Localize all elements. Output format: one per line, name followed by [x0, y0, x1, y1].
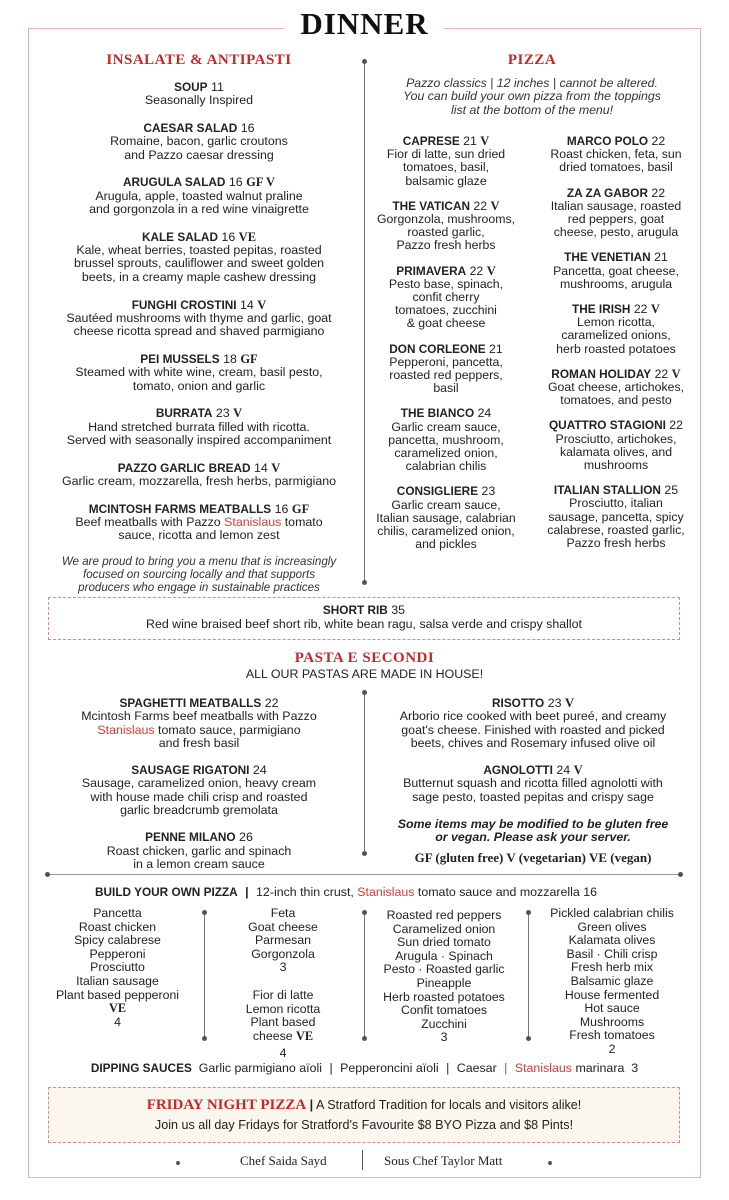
byo-extras: Pickled calabrian chilis Green olives Kalamata olives Basil · Chili crisp Fresh herb mix Balsamic glaze House fermented Hot sauce Mushrooms Fresh tomatoes 2 [532, 907, 692, 1057]
topping-item: Prosciutto [90, 960, 145, 975]
antipasti-title: INSALATE & ANTIPASTI [106, 52, 292, 68]
menu-item-meatballs: MCINTOSH FARMS MEATBALLS 16 GF Beef meatballs with Pazzo Stanislaus tomato sauce, ricotta and lemon zest [75, 501, 323, 543]
pizza-desc: Pancetta, goat cheese, [553, 263, 679, 278]
item-price: 11 [211, 80, 224, 94]
pizza-desc: mushrooms, arugula [559, 276, 673, 291]
item-desc: Steamed with white wine, cream, basil pesto, [75, 365, 323, 380]
item-desc: Seasonally Inspired [144, 93, 254, 108]
pizza-name: THE VENETIAN [564, 250, 651, 265]
menu-item-risotto: RISOTTO 23 V Arborio rice cooked with beet pureé, and creamy goat's cheese. Finished with roasted and picked beets, chives and Rosemary infused olive oil [399, 696, 667, 750]
menu-item [40, 462, 358, 489]
topping-item: Feta [270, 906, 296, 920]
pizza-desc: Prosciutto, artichokes, [555, 431, 677, 446]
item-name: CAESAR SALAD [143, 121, 238, 136]
pizza-desc: Roast chicken, feta, sun [550, 147, 682, 162]
dietary-legend: GF (gluten free) V (vegetarian) VE (vegan) [414, 849, 652, 865]
menu-item-agnolotti: AGNOLOTTI 24 V Butternut squash and ricotta filled agnolotti with sage pesto, toasted pepitas and crispy sage [403, 763, 663, 804]
antipasti-section [40, 52, 358, 595]
pizza-price: 21 [463, 134, 477, 148]
item-name: BURRATA [155, 406, 213, 421]
item-desc: Arugula, apple, toasted walnut praline [95, 188, 303, 203]
topping-item: Zucchini [421, 1016, 467, 1031]
topping-item: Goat cheese [248, 919, 318, 934]
pizza-title: PIZZA [507, 52, 557, 68]
topping-item: Caramelized onion [392, 921, 496, 936]
pizza-item [366, 265, 526, 331]
pizza-desc: roasted garlic, [407, 225, 485, 240]
pizza-item [536, 187, 696, 240]
pizza-column-right [536, 135, 696, 562]
menu-item [40, 353, 358, 393]
pizza-price: 22 [469, 263, 484, 278]
item-name: PEI MUSSELS [140, 351, 220, 366]
pizza-desc: caramelized onions, [561, 328, 671, 343]
menu-item [40, 231, 358, 284]
pizza-item [536, 251, 696, 291]
pizza-name: THE IRISH [572, 302, 631, 317]
pizza-desc: roasted red peppers, [389, 368, 503, 383]
pizza-tags: V [480, 134, 490, 148]
menu-item [40, 407, 358, 447]
topping-item: Roast chicken [78, 919, 157, 934]
pizza-desc: chilis, caramelized onion, [377, 524, 515, 539]
item-desc: Kale, wheat berries, toasted pepitas, roasted [76, 243, 322, 258]
topping-item: Pepperoni [89, 946, 146, 961]
topping-item: Fresh tomatoes [569, 1028, 655, 1043]
pizza-name: THE VATICAN [392, 198, 470, 213]
byo-meats: Pancetta Roast chicken Spicy calabrese Pepperoni Prosciutto Italian sausage Plant based pepperoni VE 4 [40, 907, 195, 1029]
friday-promo: FRIDAY NIGHT PIZZA | A Stratford Tradition for locals and visitors alike! Join us all day Fridays for Stratford's Favourite $8 BYO Pizza and $8 Pints! [146, 1097, 582, 1132]
pizza-desc: basil [433, 381, 459, 396]
pizza-tags: V [650, 302, 660, 317]
item-price: 18 [223, 351, 237, 366]
item-name: FUNGHI CROSTINI [131, 297, 237, 312]
topping-item: Confit tomatoes [400, 1003, 488, 1018]
topping-item: Green olives [577, 919, 647, 934]
item-name: ARUGULA SALAD [123, 175, 226, 190]
item-tags: GF [240, 351, 258, 366]
pizza-item [366, 343, 526, 396]
pasta-divider [364, 693, 365, 853]
pizza-price: 22 [473, 198, 488, 213]
topping-item: House fermented [564, 987, 660, 1002]
byo-divider-1 [204, 913, 205, 1038]
pizza-desc: Pesto base, spinach, [388, 276, 504, 291]
pizza-name: DON CORLEONE [389, 341, 486, 356]
pizza-price: 25 [664, 483, 679, 498]
pizza-tags: V [490, 198, 500, 213]
pizza-desc: red peppers, goat [567, 212, 665, 227]
pizza-desc: Pazzo fresh herbs [566, 536, 666, 551]
byo-divider-2 [364, 913, 365, 1038]
sous-chef-name: Sous Chef Taylor Matt [384, 1153, 503, 1168]
pizza-name: ROMAN HOLIDAY [551, 366, 652, 381]
menu-item-penne: PENNE MILANO 26 Roast chicken, garlic and spinach in a lemon cream sauce [106, 830, 292, 871]
pizza-name: ITALIAN STALLION [553, 483, 661, 498]
item-tags: V [233, 406, 243, 421]
pizza-item [366, 200, 526, 253]
pizza-desc: Pepperoni, pancetta, [389, 354, 503, 369]
pizza-price: 21 [489, 341, 503, 356]
topping-item: Roasted red peppers [386, 908, 502, 922]
menu-item [40, 299, 358, 339]
menu-item [40, 176, 358, 216]
pasta-right [372, 697, 694, 864]
byo-cheeses: Feta Goat cheese Parmesan Gorgonzola 3 Fior di latte Lemon ricotta Plant based cheese VE 4 [213, 907, 353, 1061]
pizza-price: 21 [654, 250, 668, 265]
pizza-name: CAPRESE [402, 134, 460, 148]
pizza-desc: tomatoes, zucchini [395, 303, 497, 318]
topping-item: Lemon ricotta [245, 1001, 321, 1016]
pizza-item [536, 135, 696, 175]
pizza-name: PRIMAVERA [396, 263, 467, 278]
item-desc: tomato, onion and garlic [132, 378, 266, 393]
item-desc: Romaine, bacon, garlic croutons [110, 134, 288, 149]
pizza-name: MARCO POLO [566, 134, 649, 148]
chef-dot-right [548, 1161, 552, 1165]
pizza-desc: tomatoes, and pesto [560, 393, 672, 408]
pizza-desc: mushrooms [583, 458, 649, 473]
pizza-desc: Pazzo fresh herbs [396, 238, 496, 253]
pizza-desc: and pickles [415, 537, 477, 552]
pizza-desc: kalamata olives, and [559, 444, 673, 459]
pizza-desc: Lemon ricotta, [577, 315, 655, 330]
item-desc: Garlic cream, mozzarella, fresh herbs, parmigiano [61, 474, 337, 489]
pizza-tags: V [671, 366, 681, 381]
pizza-tags: V [486, 263, 496, 278]
pizza-name: QUATTRO STAGIONI [549, 418, 666, 433]
pizza-price: 22 [651, 185, 666, 200]
column-divider [364, 62, 365, 582]
item-name: PAZZO GARLIC BREAD [117, 460, 251, 475]
pizza-desc: pancetta, mushroom, [388, 432, 504, 447]
pizza-desc: & goat cheese [406, 316, 486, 331]
chef-name: Chef Saida Sayd [240, 1153, 327, 1168]
topping-item: Kalamata olives [568, 933, 656, 948]
topping-item: Fior di latte [252, 987, 314, 1002]
topping-item: Fresh herb mix [570, 960, 653, 975]
pizza-desc: balsamic glaze [405, 173, 487, 188]
pizza-desc: calabrian chilis [405, 459, 487, 474]
pizza-desc: calabrese, roasted garlic, [547, 522, 685, 537]
topping-item: Spicy calabrese [74, 933, 161, 948]
menu-item-rigatoni: SAUSAGE RIGATONI 24 Sausage, caramelized onion, heavy cream with house made chili crisp and roasted garlic breadcrumb gremolata [81, 763, 317, 818]
pizza-desc: Garlic cream sauce, [391, 497, 501, 512]
page-title: DINNER [300, 6, 429, 41]
topping-item: Pineapple [416, 975, 472, 990]
pizza-column-left [366, 135, 526, 563]
pizza-desc: Garlic cream sauce, [391, 419, 501, 434]
topping-item: Gorgonzola [251, 946, 315, 961]
item-desc: and Pazzo caesar dressing [124, 147, 274, 162]
topping-item: Mushrooms [579, 1014, 645, 1029]
topping-item: Plant based pepperoni [55, 987, 180, 1002]
topping-item: Herb roasted potatoes [383, 989, 505, 1004]
menu-item [40, 122, 358, 162]
pizza-desc: caramelized onion, [394, 446, 498, 461]
pizza-price: 22 [633, 302, 648, 317]
pizza-item [536, 484, 696, 550]
modification-note: Some items may be modified to be gluten free or vegan. Please ask your server. [397, 817, 669, 845]
item-desc: Sautéed mushrooms with thyme and garlic, goat [66, 310, 332, 325]
pizza-price: 23 [481, 484, 496, 499]
pizza-desc: Italian sausage, roasted [550, 198, 682, 213]
item-desc: cheese ricotta spread and shaved parmigiano [73, 324, 325, 339]
item-price: 16 [221, 229, 236, 244]
item-desc: brussel sprouts, cauliflower and sweet golden [73, 256, 324, 271]
pizza-name: THE BIANCO [400, 406, 475, 421]
chef-dot-left [176, 1161, 180, 1165]
item-price: 14 [254, 460, 268, 475]
pasta-title: PASTA E SECONDI [294, 650, 435, 666]
topping-item: Sun dried tomato [397, 935, 491, 950]
pasta-header [0, 650, 729, 681]
pizza-desc: sausage, pancetta, spicy [548, 509, 684, 524]
topping-item: Plant based [250, 1015, 316, 1030]
item-desc: beets, in a creamy maple cashew dressing [81, 269, 317, 284]
dipping-sauces: DIPPING SAUCES Garlic parmigiano aïoli | Pepperoncini aïoli | Caesar | Stanislaus marinara 3 [90, 1061, 639, 1075]
pizza-desc: confit cherry [412, 290, 480, 305]
item-price: 16 [240, 121, 255, 136]
topping-item: Basil · Chili crisp [566, 946, 658, 961]
pizza-desc: Gorgonzola, mushrooms, [376, 212, 516, 227]
pizza-name: CONSIGLIERE [396, 484, 479, 499]
topping-item: Arugula · Spinach [395, 948, 493, 963]
menu-item-spaghetti: SPAGHETTI MEATBALLS 22 Mcintosh Farms beef meatballs with Pazzo Stanislaus tomato sauce, parmigiano and fresh basil [81, 696, 317, 750]
topping-item: Hot sauce [584, 1001, 640, 1016]
item-desc: and gorgonzola in a red wine vinaigrette [89, 202, 309, 217]
pasta-left [40, 697, 358, 871]
pizza-price: 22 [651, 134, 666, 148]
byo-divider-3 [528, 913, 529, 1038]
topping-item: Parmesan [254, 933, 312, 948]
pizza-desc: Goat cheese, artichokes, [547, 380, 685, 395]
pizza-section [372, 52, 692, 117]
pizza-desc: cheese, pesto, arugula [553, 225, 679, 240]
pizza-desc: dried tomatoes, basil [559, 160, 673, 175]
pizza-item [536, 368, 696, 408]
item-tags: GF V [246, 175, 275, 190]
chef-divider [362, 1150, 363, 1170]
byo-veggies: Roasted red peppers Caramelized onion Sun dried tomato Arugula · Spinach Pesto · Roasted garlic Pineapple Herb roasted potatoes Confit tomatoes Zucchini 3 [366, 909, 522, 1045]
item-price: 16 [228, 175, 243, 190]
item-tags: VE [238, 229, 257, 244]
item-tags: V [257, 297, 267, 312]
pizza-item [366, 485, 526, 551]
byo-header: BUILD YOUR OWN PIZZA | 12-inch thin crust, Stanislaus tomato sauce and mozzarella 16 [95, 885, 597, 899]
topping-item: Pickled calabrian chilis [550, 906, 674, 920]
pizza-price: 24 [477, 406, 492, 421]
pizza-item [536, 419, 696, 472]
pizza-price: 22 [669, 418, 683, 433]
divider-byo [48, 874, 680, 875]
menu-item-short-rib: SHORT RIB 35 Red wine braised beef short rib, white bean ragu, salsa verde and crispy shallot [146, 603, 582, 632]
item-desc: Hand stretched burrata filled with ricotta. [88, 419, 310, 434]
menu-item [40, 81, 358, 108]
item-desc: Served with seasonally inspired accompaniment [66, 432, 332, 447]
item-price: 14 [240, 297, 254, 312]
pizza-desc: Prosciutto, italian [569, 496, 663, 511]
item-name: KALE SALAD [141, 229, 218, 244]
item-tags: V [271, 460, 281, 475]
topping-item: Italian sausage [76, 973, 159, 988]
pizza-price: 22 [654, 366, 669, 381]
pizza-desc: herb roasted potatoes [556, 341, 676, 356]
sourcing-note: We are proud to bring you a menu that is increasingly focused on sourcing locally and that supports producers who engage in sustainable practices [61, 554, 337, 595]
pizza-item [366, 135, 526, 188]
item-name: SOUP [174, 80, 208, 94]
pizza-name: ZA ZA GABOR [566, 185, 648, 200]
topping-item: Balsamic glaze [570, 973, 654, 988]
pizza-intro: Pazzo classics | 12 inches | cannot be altered. You can build your own pizza from the toppings list at the bottom of the menu! [403, 76, 661, 117]
topping-item: Pancetta [93, 906, 142, 920]
item-price: 23 [215, 406, 230, 421]
pizza-item [536, 303, 696, 356]
pasta-subtitle: ALL OUR PASTAS ARE MADE IN HOUSE! [245, 667, 484, 681]
pizza-desc: tomatoes, basil, [402, 160, 490, 175]
pizza-item [366, 407, 526, 473]
topping-item: Pesto · Roasted garlic [383, 962, 505, 977]
pizza-desc: Fior di latte, sun dried [386, 147, 506, 162]
pizza-desc: Italian sausage, calabrian [376, 510, 516, 525]
